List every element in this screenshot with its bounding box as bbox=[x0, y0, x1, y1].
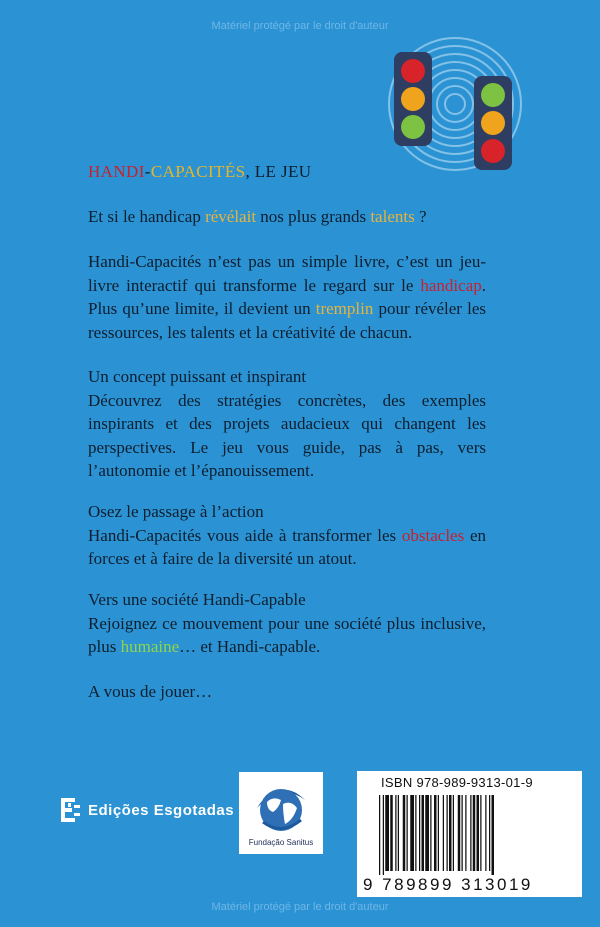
barcode-bar bbox=[398, 795, 399, 871]
ean-number: 9 789899 313019 bbox=[363, 875, 533, 894]
publisher-logo bbox=[60, 797, 234, 823]
barcode-bar bbox=[425, 795, 429, 871]
barcode-bar bbox=[419, 795, 420, 871]
barcode-bar bbox=[434, 795, 437, 871]
highlight-talents: talents bbox=[370, 207, 415, 226]
concept-section bbox=[88, 365, 486, 483]
barcode-bar bbox=[385, 795, 389, 871]
barcode-bar bbox=[458, 795, 461, 871]
action-section bbox=[88, 500, 486, 571]
barcode-bar bbox=[465, 795, 466, 871]
barcode-bar bbox=[485, 795, 486, 871]
title-rest: , LE JEU bbox=[245, 162, 312, 181]
copyright-watermark-bottom: Matériel protégé par le droit d'auteur bbox=[211, 901, 389, 913]
barcode-bar bbox=[415, 795, 416, 871]
barcode-bar bbox=[383, 795, 384, 875]
action-body: Handi-Capacités vous aide à transformer les obstacles en forces et à faire de la diversité un atout. bbox=[88, 525, 487, 568]
society-body: Rejoignez ce mouvement pour une société plus inclusive, plus humaine… et Handi-capable. bbox=[88, 613, 486, 656]
highlight-revelait: révélait bbox=[205, 207, 257, 226]
barcode-bar bbox=[443, 795, 444, 871]
traffic-light-right-icon bbox=[474, 76, 512, 170]
barcode-bar bbox=[453, 795, 454, 871]
action-heading: Osez le passage à l’action bbox=[88, 502, 264, 521]
barcode-bar bbox=[379, 795, 380, 875]
concept-heading: Un concept puissant et inspirant bbox=[88, 367, 307, 386]
barcode-bar bbox=[438, 795, 439, 871]
barcode-bar bbox=[390, 795, 393, 871]
highlight-humaine: humaine bbox=[120, 637, 180, 656]
closing-line: A vous de jouer… bbox=[88, 682, 213, 701]
title-part1: HANDI bbox=[88, 162, 145, 181]
publisher-logo-icon bbox=[60, 797, 82, 823]
highlight-tremplin: tremplin bbox=[315, 299, 374, 318]
barcode-bar bbox=[492, 795, 495, 875]
copyright-watermark-top: Matériel protégé par le droit d'auteur bbox=[211, 20, 389, 32]
society-section bbox=[88, 588, 486, 659]
publisher-name: Edições Esgotadas bbox=[88, 801, 235, 819]
barcode-bar bbox=[449, 795, 452, 871]
intro-question: Et si le handicap révélait nos plus grands talents ? bbox=[88, 207, 427, 226]
highlight-obstacles: obstacles bbox=[401, 525, 465, 545]
barcode-bar bbox=[395, 795, 396, 871]
barcode-bar bbox=[477, 795, 480, 871]
barcode-bar bbox=[462, 795, 463, 871]
concept-body: Découvrez des stratégies concrètes, des exemples inspirants et des projets audacieux qui changent les perspectives. Le jeu vous guide, pas à pas, vers l’autonomie et l’épanouissement. bbox=[88, 390, 486, 480]
barcode-bar bbox=[430, 795, 431, 871]
foundation-logo bbox=[239, 772, 323, 854]
isbn-barcode bbox=[357, 771, 582, 897]
barcode-bar bbox=[403, 795, 406, 871]
barcode-bars bbox=[379, 795, 569, 875]
description-paragraph: Handi-Capacités n’est pas un simple livre, c’est un jeu-livre interactif qui transforme le regard sur le handicap. Plus qu’une limite, il devient un tremplin pour révéler les ressources, les talents et la créativité de chacun. bbox=[88, 252, 486, 342]
society-heading: Vers une société Handi-Capable bbox=[88, 590, 306, 609]
highlight-handicap: handicap bbox=[420, 275, 482, 295]
barcode-bar bbox=[410, 795, 414, 871]
traffic-light-left-icon bbox=[394, 52, 432, 146]
barcode-bar bbox=[489, 795, 490, 871]
isbn-label: ISBN 978-989-9313-01-9 bbox=[381, 775, 533, 790]
barcode-bar bbox=[407, 795, 408, 871]
title-part2: CAPACITÉS bbox=[150, 162, 246, 181]
barcode-bar bbox=[447, 795, 448, 871]
barcode-bar bbox=[422, 795, 425, 871]
globe-icon bbox=[253, 778, 309, 836]
barcode-bar bbox=[480, 795, 481, 871]
book-title bbox=[88, 160, 486, 184]
barcode-bar bbox=[470, 795, 471, 871]
barcode-bar bbox=[473, 795, 476, 871]
title-dash: - bbox=[144, 162, 151, 181]
foundation-name: Fundação Sanitus bbox=[248, 838, 314, 847]
